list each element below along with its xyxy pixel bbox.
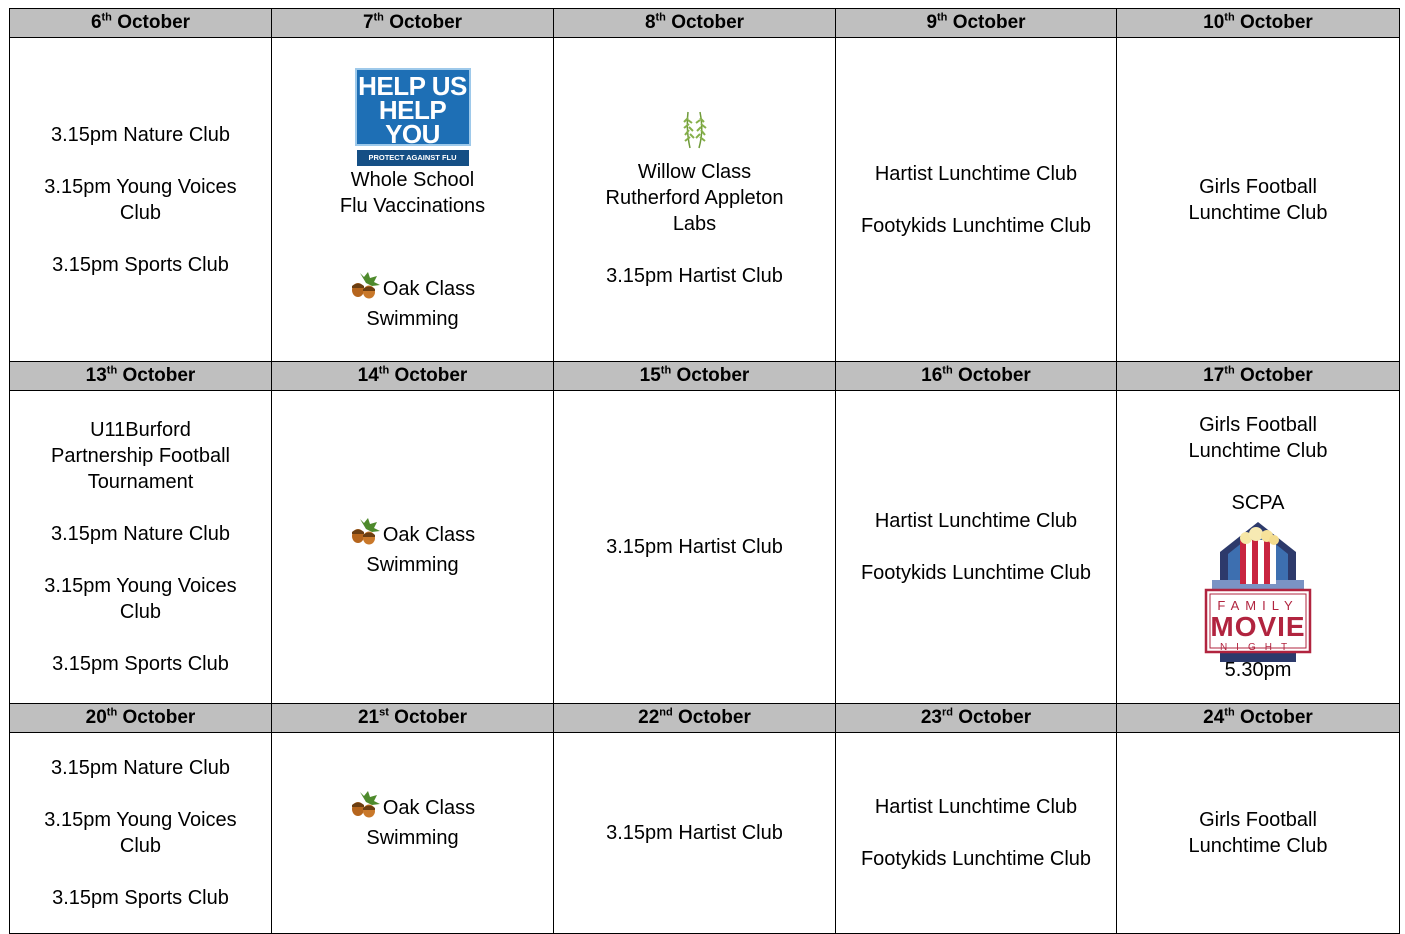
event-text: Flu Vaccinations: [339, 194, 486, 217]
calendar-table: [9, 8, 1400, 934]
event-text: Oak Class: [286, 517, 539, 552]
event-text: 3.15pm Young Voices Club: [44, 175, 237, 224]
week-3-body-row: [10, 733, 1400, 934]
event-text: 3.15pm Sports Club: [52, 887, 229, 909]
day-header: 10th October: [1117, 9, 1400, 38]
event-text: Swimming: [366, 826, 459, 849]
event-text: Willow Class: [637, 161, 752, 183]
willow-icon: [678, 110, 712, 157]
event-text: 5.30pm: [1224, 658, 1292, 681]
week-1-header-row: [10, 9, 1400, 38]
day-header: 20th October: [10, 704, 272, 733]
day-header: 14th October: [272, 362, 554, 391]
event-text: Girls Football: [1199, 175, 1317, 198]
event-text: Hartist Lunchtime Club: [874, 162, 1078, 185]
day-header: 24th October: [1117, 704, 1400, 733]
flu-campaign-logo: HELP US HELP YOU PROTECT AGAINST FLU: [355, 68, 471, 146]
event-text: 3.15pm Sports Club: [52, 653, 229, 675]
week-3-header-row: [10, 704, 1400, 733]
event-text: 3.15pm Young Voices Club: [44, 575, 237, 623]
day-header: 6th October: [10, 9, 272, 38]
acorn-icon: [350, 517, 382, 552]
day-cell: [272, 733, 554, 934]
event-text: Lunchtime Club: [1188, 201, 1328, 224]
day-header: 7th October: [272, 9, 554, 38]
event-text: Lunchtime Club: [1188, 835, 1328, 857]
event-text: 3.15pm Nature Club: [51, 523, 230, 545]
day-header: 21st October: [272, 704, 554, 733]
day-cell: [836, 391, 1117, 704]
event-text: Labs: [672, 213, 717, 235]
day-cell: [554, 391, 836, 704]
day-cell: [1117, 38, 1400, 362]
event-text: Oak Class: [286, 271, 539, 306]
day-cell: [10, 38, 272, 362]
event-text: U11Burford: [90, 419, 191, 441]
event-text: Oak Class: [286, 790, 539, 825]
event-text: Lunchtime Club: [1188, 439, 1328, 462]
day-header: 15th October: [554, 362, 836, 391]
event-text: SCPA: [1231, 491, 1285, 514]
day-header: 17th October: [1117, 362, 1400, 391]
day-cell: [1117, 733, 1400, 934]
event-text: 3.15pm Young Voices Club: [44, 809, 237, 857]
day-header: 13th October: [10, 362, 272, 391]
event-text: 3.15pm Sports Club: [52, 253, 229, 276]
day-cell: [554, 38, 836, 362]
day-cell: [10, 391, 272, 704]
day-header: 8th October: [554, 9, 836, 38]
event-text: Whole School: [350, 168, 475, 191]
day-cell: [10, 733, 272, 934]
acorn-icon: [350, 271, 382, 306]
acorn-icon: [350, 790, 382, 825]
event-text: Girls Football: [1199, 809, 1317, 831]
day-header: 23rd October: [836, 704, 1117, 733]
week-2-body-row: [10, 391, 1400, 704]
event-text: 3.15pm Nature Club: [51, 123, 230, 146]
event-text: Partnership Football: [51, 445, 230, 467]
event-text: Hartist Lunchtime Club: [874, 796, 1078, 818]
event-text: 3.15pm Hartist Club: [606, 822, 783, 844]
day-cell: [272, 391, 554, 704]
week-2-header-row: [10, 362, 1400, 391]
event-text: Rutherford Appleton: [605, 187, 784, 209]
event-text: Swimming: [366, 553, 459, 576]
event-text: Footykids Lunchtime Club: [860, 848, 1092, 870]
day-cell: [1117, 391, 1400, 704]
day-cell: [554, 733, 836, 934]
day-cell: [272, 38, 554, 362]
event-text: Girls Football: [1199, 413, 1317, 436]
movie-logo-text: FAMILY MOVIE NIGHT: [1210, 597, 1306, 653]
day-header: 16th October: [836, 362, 1117, 391]
event-text: Footykids Lunchtime Club: [860, 214, 1092, 237]
event-text: 3.15pm Hartist Club: [606, 536, 783, 558]
day-header: 9th October: [836, 9, 1117, 38]
event-text: Tournament: [87, 471, 194, 493]
day-cell: [836, 38, 1117, 362]
day-cell: [836, 733, 1117, 934]
event-text: Swimming: [366, 307, 459, 330]
event-text: Hartist Lunchtime Club: [874, 510, 1078, 532]
day-header: 22nd October: [554, 704, 836, 733]
family-movie-night-logo: [1198, 522, 1318, 655]
event-text: Footykids Lunchtime Club: [860, 562, 1092, 584]
event-text: 3.15pm Hartist Club: [606, 265, 783, 287]
week-1-body-row: [10, 38, 1400, 362]
event-text: 3.15pm Nature Club: [51, 757, 230, 779]
